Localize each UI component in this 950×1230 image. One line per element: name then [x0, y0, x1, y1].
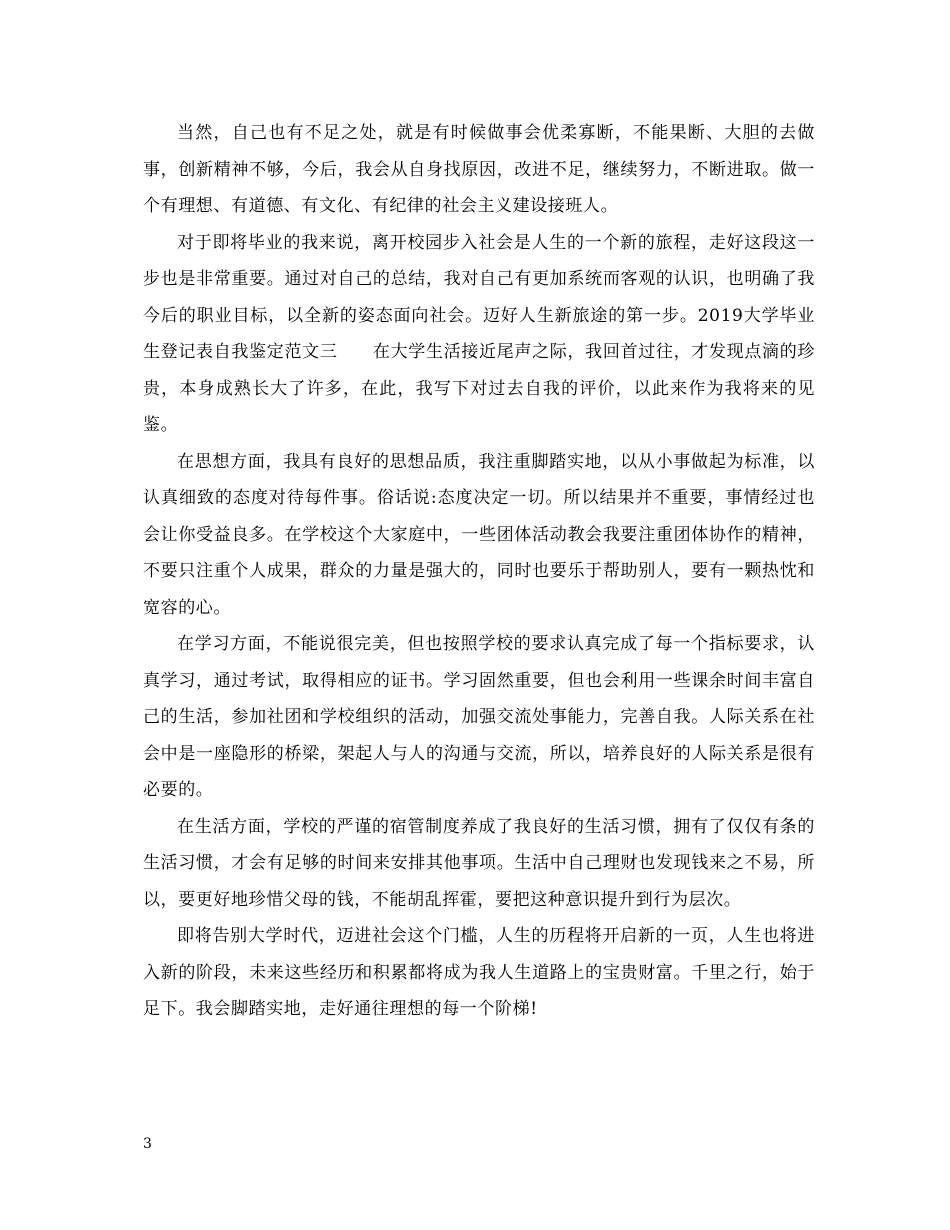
page-number: 3 [143, 1136, 152, 1152]
paragraph-life: 在生活方面，学校的严谨的宿管制度养成了我良好的生活习惯，拥有了仅仅有条的生活习惯，才会有足够的时间来安排其他事项。生活中自己理财也发现钱来之不易，所以，要更好地珍惜父母的钱，不能胡乱挥霍，要把这种意识提升到行为层次。 [143, 816, 815, 910]
paragraph-study: 在学习方面，不能说很完美，但也按照学校的要求认真完成了每一个指标要求，认真学习，通过考试，取得相应的证书。学习固然重要，但也会利用一些课余时间丰富自己的生活，参加社团和学校组织的活动，加强交流处事能力，完善自我。人际关系在社会中是一座隐形的桥梁，架起人与人的沟通与交流，所以，培养良好的人际关系是很有必要的。 [143, 634, 815, 800]
paragraph-ideology: 在思想方面，我具有良好的思想品质，我注重脚踏实地，以从小事做起为标准，以认真细致的态度对待每件事。俗话说:态度决定一切。所以结果并不重要，事情经过也会让你受益良多。在学校这个大家庭中，一些团体活动教会我要注重团体协作的精神，不要只注重个人成果，群众的力量是强大的，同时也要乐于帮助别人，要有一颗热忱和宽容的心。 [143, 451, 815, 618]
paragraph-shortcomings: 当然，自己也有不足之处，就是有时候做事会优柔寡断，不能果断、大胆的去做事，创新精神不够，今后，我会从自身找原因，改进不足，继续努力，不断进取。做一个有理想、有道德、有文化、有纪律的社会主义建设接班人。 [143, 123, 815, 216]
paragraph-graduation: 对于即将毕业的我来说，离开校园步入社会是人生的一个新的旅程，走好这段这一步也是非常重要。通过对自己的总结，我对自己有更加系统而客观的认识，也明确了我今后的职业目标，以全新的姿态面向社会。迈好人生新旅途的第一步。2019大学毕业生登记表自我鉴定范文三 在大学生活接近尾声之际，我回首过往，才发现点滴的珍贵，本身成熟长大了许多，在此，我写下对过去自我的评价，以此来作为我将来的见鉴。 [143, 232, 815, 435]
document-body [143, 115, 815, 1028]
paragraph-farewell: 即将告别大学时代，迈进社会这个门槛，人生的历程将开启新的一页，人生也将进入新的阶段，未来这些经历和积累都将成为我人生道路上的宝贵财富。千里之行，始于足下。我会脚踏实地，走好通往理想的每一个阶梯! [143, 926, 815, 1019]
